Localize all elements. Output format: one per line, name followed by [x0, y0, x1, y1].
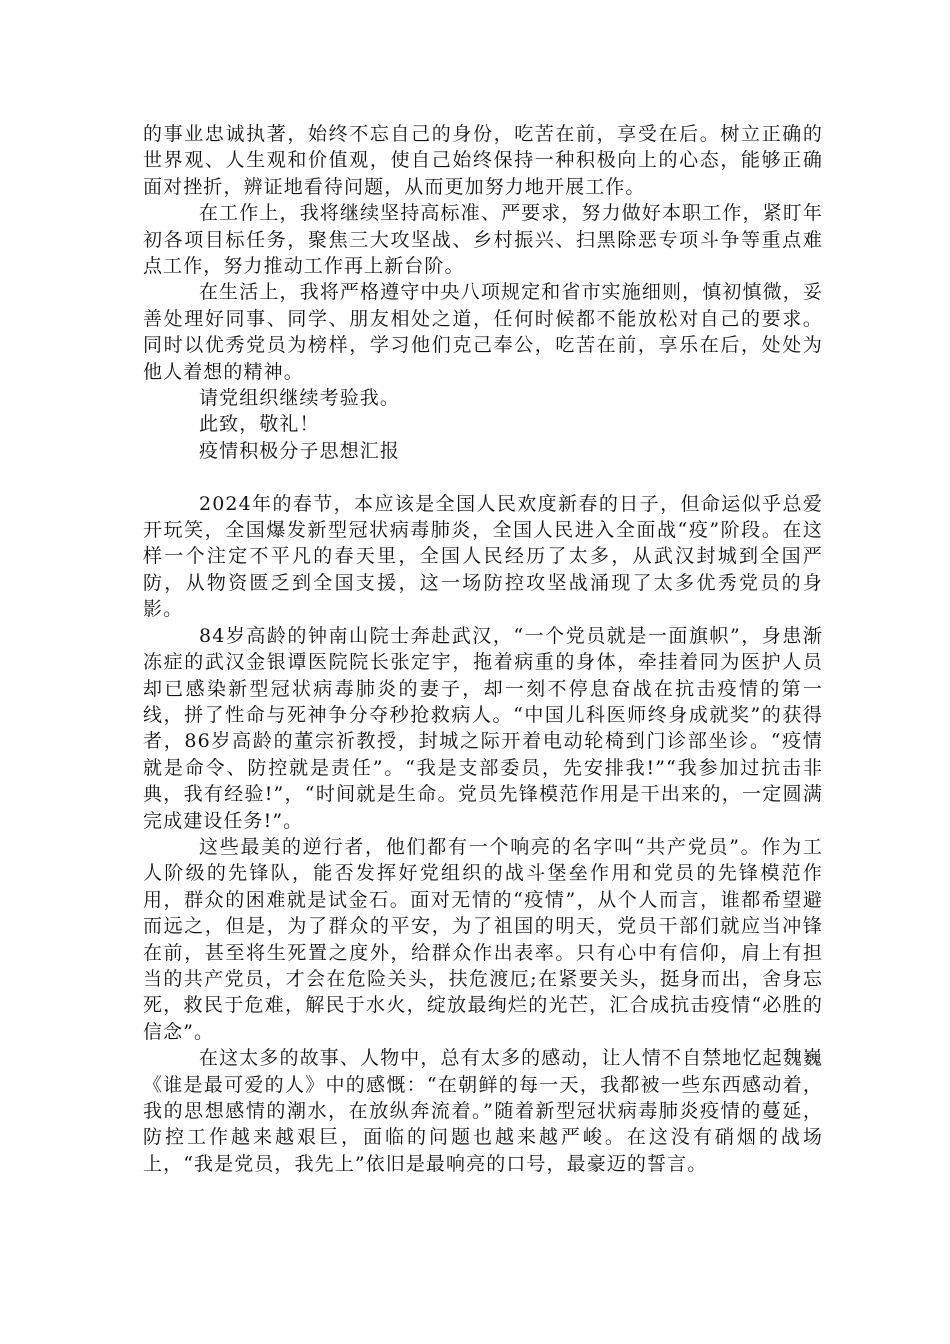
paragraph-work: 在工作上，我将继续坚持高标准、严要求，努力做好本职工作，紧盯年初各项目标任务，聚焦三大攻坚战、乡村振兴、扫黑除恶专项斗争等重点难点工作，努力推动工作再上新台阶。	[143, 202, 823, 278]
paragraph-salutation: 此致，敬礼！	[199, 413, 320, 436]
paragraph-request: 请党组织继续考验我。	[199, 387, 401, 410]
paragraph-retrograde-heroes: 这些最美的逆行者，他们都有一个响亮的名字叫“共产党员”。作为工人阶级的先锋队，能否发挥好党组织的战斗堡垒作用和党员的先锋模范作用，群众的困难就是试金石。面对无情的“疫情”，从个人而言，谁都希望避而远之，但是，为了群众的平安，为了祖国的明天，党员干部们就应当冲锋在前，甚至将生死置之度外，给群众作出表率。只有心中有信仰，肩上有担当的共产党员，才会在危险关头，扶危渡厄;在紧要关头，挺身而出，舍身忘死，救民于危难，解民于水火，绽放最绚烂的光芒，汇合成抗击疫情“必胜的信念”。	[143, 835, 823, 1043]
paragraph-exemplars: 84岁高龄的钟南山院士奔赴武汉，“一个党员就是一面旗帜”，身患渐冻症的武汉金银谭医院院长张定宇，拖着病重的身体，牵挂着同为医护人员却已感染新型冠状病毒肺炎的妻子，却一刻不停息奋战在抗击疫情的第一线，拼了性命与死神争分夺秒抢救病人。“中国儿科医师终身成就奖”的获得者，86岁高龄的董宗祈教授，封城之际开着电动轮椅到门诊部坐诊。“疫情就是命令、防控就是责任”。“我是支部委员，先安排我!”“我参加过抗击非典，我有经验!”，“时间就是生命。党员先锋模范作用是干出来的，一定圆满完成建设任务!”。	[143, 624, 823, 832]
paragraph-reflection: 在这太多的故事、人物中，总有太多的感动，让人情不自禁地忆起魏巍《谁是最可爱的人》中的感慨：“在朝鲜的每一天，我都被一些东西感动着，我的思想感情的潮水，在放纵奔流着。”随着新型冠状病毒肺炎疫情的蔓延，防控工作越来越艰巨，面临的问题也越来越严峻。在这没有硝烟的战场上，“我是党员，我先上”依旧是最响亮的口号，最豪迈的誓言。	[143, 1047, 823, 1175]
document-page	[143, 121, 823, 1177]
paragraph-life: 在生活上，我将严格遵守中央八项规定和省市实施细则，慎初慎微，妥善处理好同事、同学、朋友相处之道，任何时候都不能放松对自己的要求。同时以优秀党员为榜样，学习他们克己奉公，吃苦在前，享乐在后，处处为他人着想的精神。	[143, 281, 823, 383]
paragraph-1: 的事业忠诚执著，始终不忘自己的身份，吃苦在前，享受在后。树立正确的世界观、人生观和价值观，使自己始终保持一种积极向上的心态，能够正确面对挫折，辨证地看待问题，从而更加努力地开展工作。	[143, 123, 823, 198]
section-heading: 疫情积极分子思想汇报	[199, 439, 401, 462]
blank-line	[143, 464, 823, 490]
paragraph-spring-festival: 2024年的春节，本应该是全国人民欢度新春的日子，但命运似乎总爱开玩笑，全国爆发新型冠状病毒肺炎，全国人民进入全面战“疫”阶段。在这样一个注定不平凡的春天里，全国人民经历了太多，从武汉封城到全国严防，从物资匮乏到全国支援，这一场防控攻坚战涌现了太多优秀党员的身影。	[143, 492, 823, 621]
